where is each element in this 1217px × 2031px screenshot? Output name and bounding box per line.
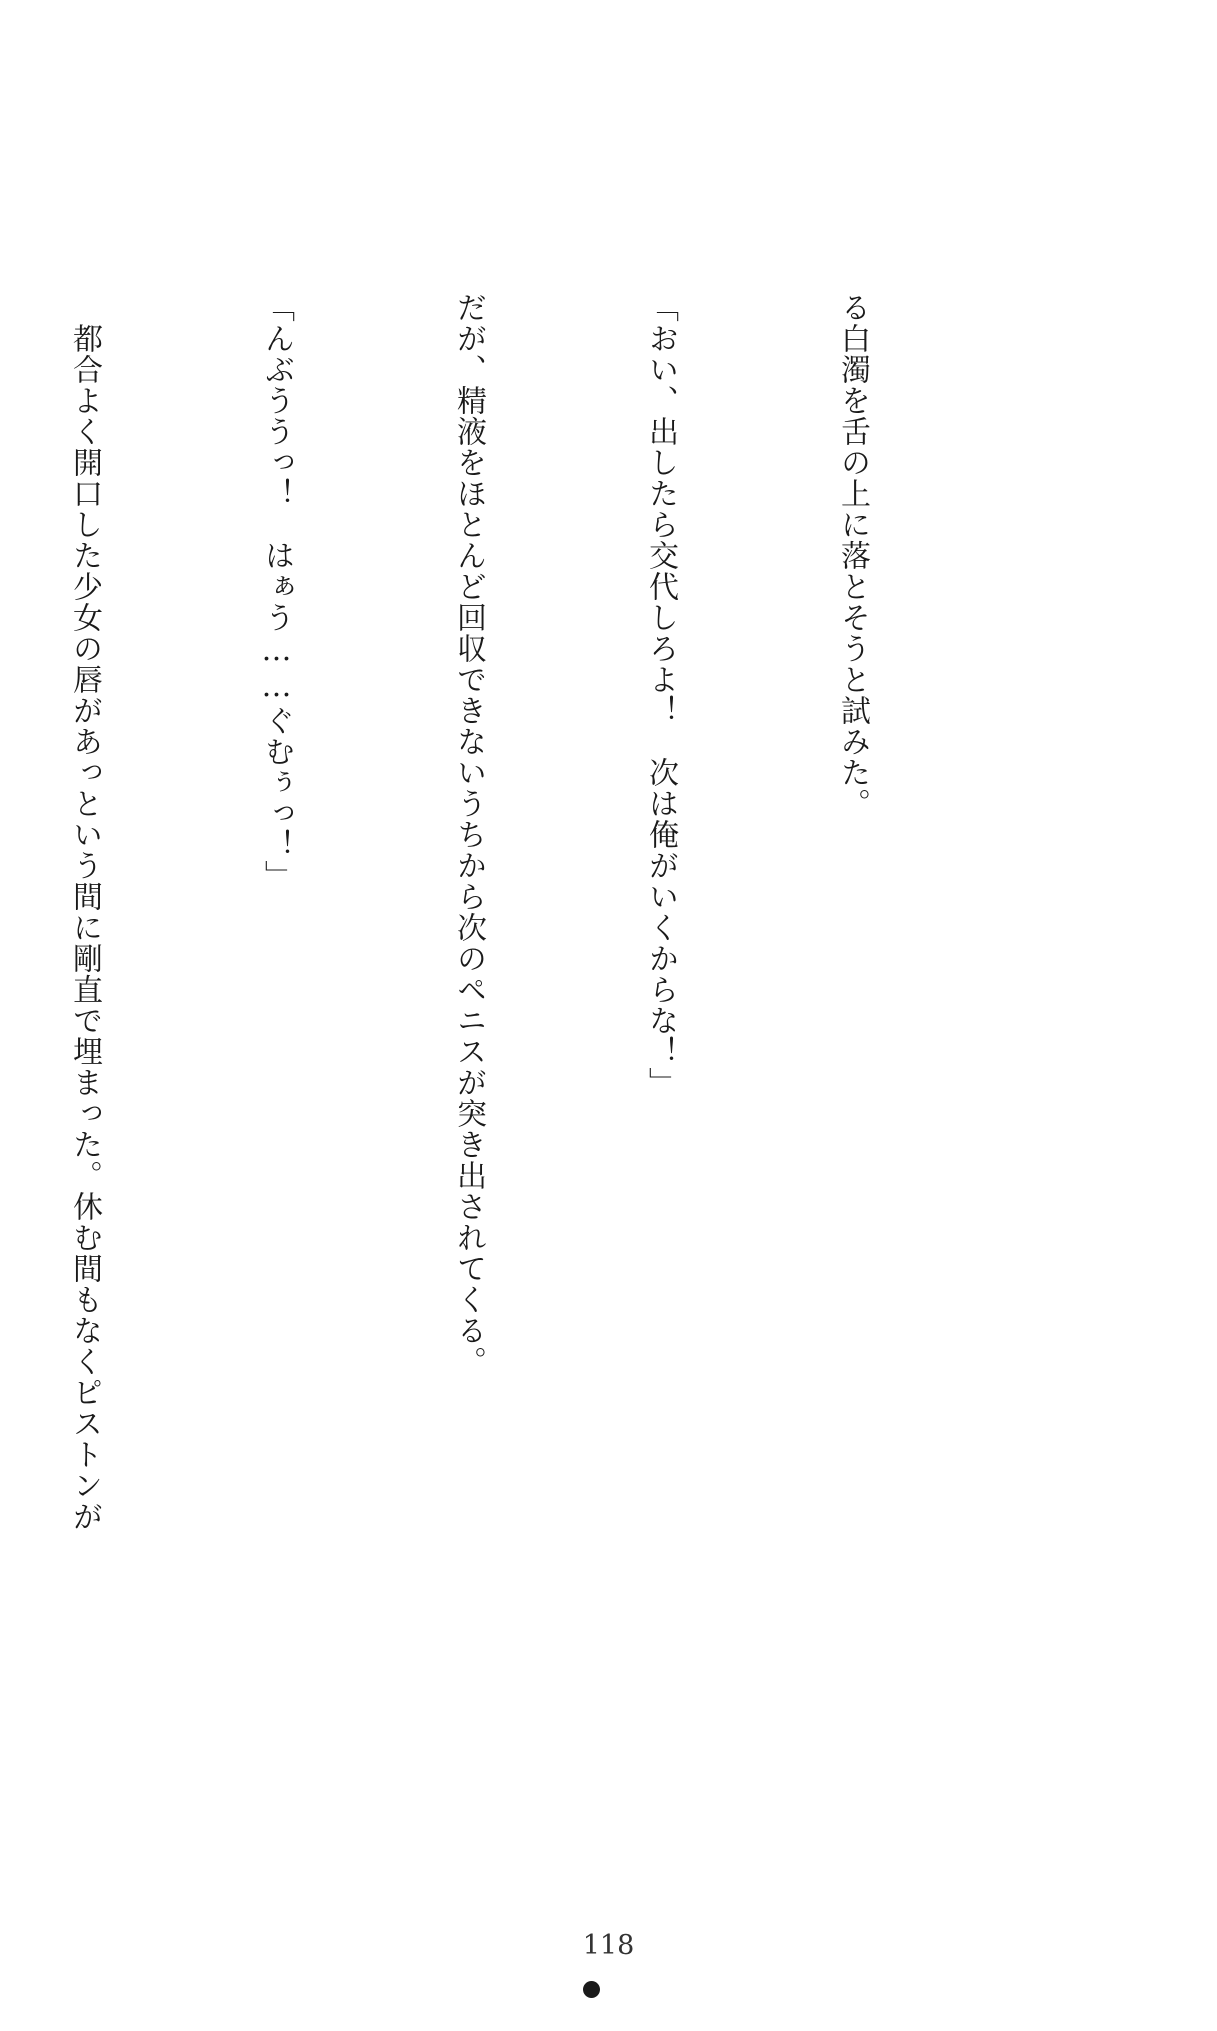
page-number: 118 (582, 1930, 635, 1961)
text-line: る白濁を舌の上に落とそうと試みた。 (835, 292, 870, 819)
text-line: 「んぶううっ！ はぁう……ぐむぅっ！」 (259, 292, 294, 891)
text-line: だが、精液をほとんど回収できないうちから次のペニスが突き出されてくる。 (451, 292, 486, 1377)
text-line: 都合よく開口した少女の唇があっという間に剛直で埋まった。休む間もなくピストンが (67, 292, 102, 1532)
vertical-text-body (0, 292, 1012, 1712)
page-marker-dot (583, 1981, 600, 1998)
text-line: 「おい、出したら交代しろよ！ 次は俺がいくからな！」 (643, 292, 678, 1098)
